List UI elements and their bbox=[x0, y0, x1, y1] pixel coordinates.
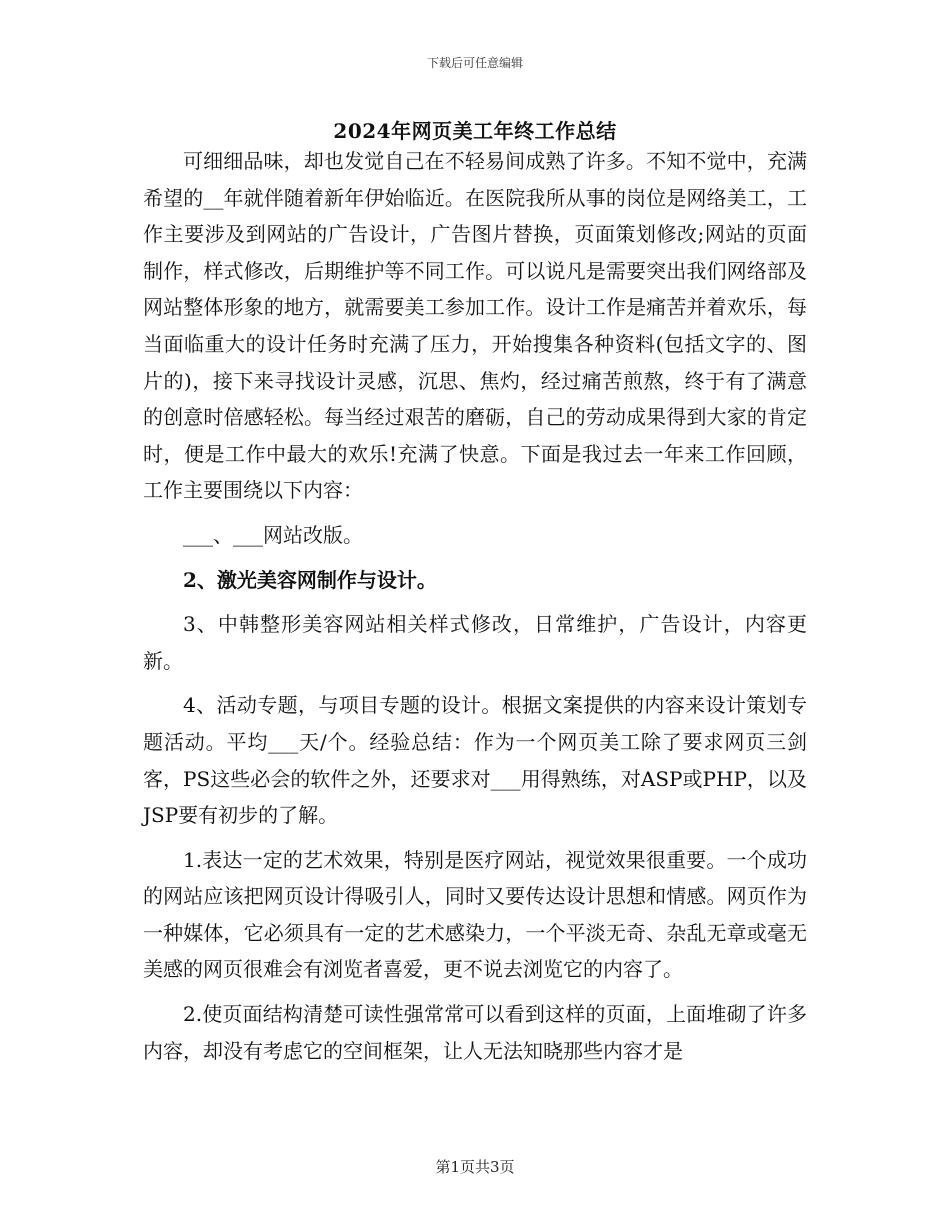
document-title: 2024年网页美工年终工作总结 bbox=[333, 119, 617, 143]
experience-point-2: 2.使页面结构清楚可读性强常常可以看到这样的页面，上面堆砌了许多内容，却没有考虑它的空间框架，让人无法知晓那些内容才是 bbox=[143, 1002, 807, 1063]
page-header-note: 下载后可任意编辑 bbox=[426, 56, 523, 70]
document-body bbox=[143, 143, 807, 1069]
list-item-1: ___、___网站改版。 bbox=[183, 522, 363, 547]
list-item-2: 2、激光美容网制作与设计。 bbox=[183, 567, 437, 592]
experience-point-1: 1.表达一定的艺术效果，特别是医疗网站，视觉效果很重要。一个成功的网站应该把网页设计得吸引人，同时又要传达设计思想和情感。网页作为一种媒体，它必须具有一定的艺术感染力，一个平淡无奇、杂乱无章或毫无美感的网页很难会有浏览者喜爱，更不说去浏览它的内容了。 bbox=[143, 847, 807, 982]
page-number: 第1页共3页 bbox=[435, 1158, 515, 1176]
intro-paragraph: 可细细品味，却也发觉自己在不轻易间成熟了许多。不知不觉中，充满希望的__年就伴随着新年伊始临近。在医院我所从事的岗位是网络美工，工作主要涉及到网站的广告设计，广告图片替换，页面策划修改;网站的页面制作，样式修改，后期维护等不同工作。可以说凡是需要突出我们网络部及网站整体形象的地方，就需要美工参加工作。设计工作是痛苦并着欢乐，每当面临重大的设计任务时充满了压力，开始搜集各种资料(包括文字的、图片的)，接下来寻找设计灵感，沉思、焦灼，经过痛苦煎熬，终于有了满意的创意时倍感轻松。每当经过艰苦的磨砺，自己的劳动成果得到大家的肯定时，便是工作中最大的欢乐!充满了快意。下面是我过去一年来工作回顾，工作主要围绕以下内容： bbox=[143, 149, 807, 503]
list-item-4: 4、活动专题，与项目专题的设计。根据文案提供的内容来设计策划专题活动。平均___天/个。经验总结：作为一个网页美工除了要求网页三剑客，PS这些必会的软件之外，还要求对___用得熟练，对ASP或PHP，以及JSP要有初步的了解。 bbox=[143, 693, 807, 828]
list-item-3: 3、中韩整形美容网站相关样式修改，日常维护，广告设计，内容更新。 bbox=[143, 612, 807, 673]
